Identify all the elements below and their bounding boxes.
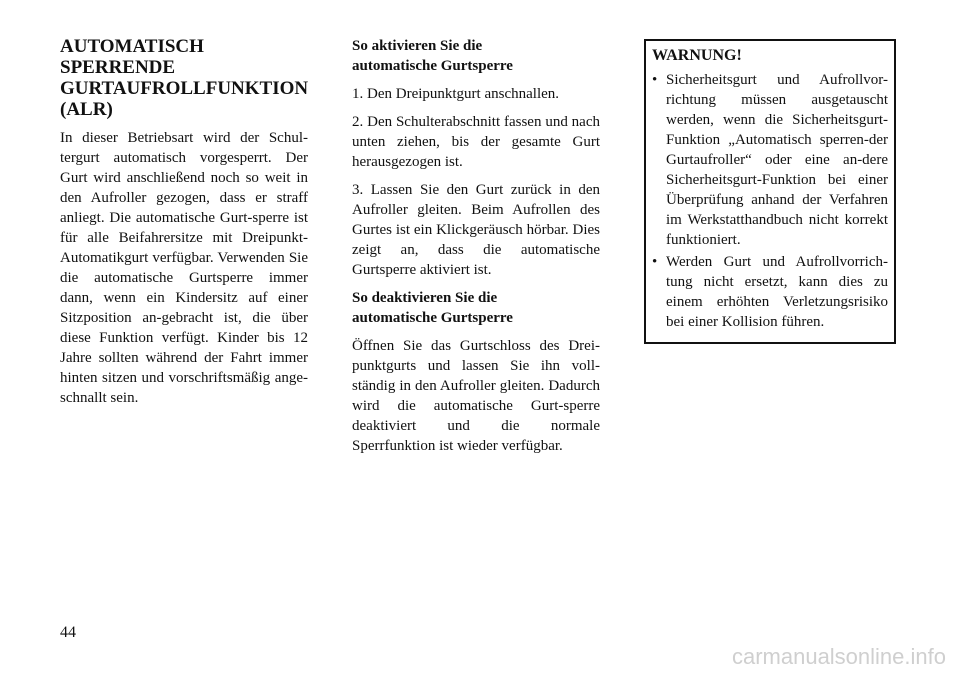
heading-line-3: GURTAUFROLLFUNKTION	[60, 78, 309, 99]
bullet-icon: •	[652, 72, 658, 88]
step-1: 1. Den Dreipunktgurt anschnallen.	[352, 86, 560, 102]
activate-heading	[352, 36, 600, 76]
step-3: 3. Lassen Sie den Gurt zurück in den Aufroller gleiten. Beim Aufrollen des Gurtes ist ein Klickgeräusch hörbar. Dies zeigt an, dass die automatische Gurtsperre aktiviert ist.	[352, 182, 600, 278]
page-number: 44	[60, 624, 76, 641]
warning-bullet-item	[652, 252, 888, 332]
heading-line-1: AUTOMATISCH	[60, 36, 204, 57]
warning-bullet-text: Sicherheitsgurt und Aufrollvor-richtung müssen ausgetauscht werden, wenn die Sicherheitsgurt-Funktion „Automatisch sperren-der Gurtaufroller“ oder eine an-dere Sicherheitsgurt-Funktion bei einer Überprüfung anhand der Verfahren im Werkstatthandbuch nicht korrekt funktioniert.	[666, 72, 888, 248]
deactivate-heading-line-2: automatische Gurtsperre	[352, 310, 513, 326]
warning-bullet-text: Werden Gurt und Aufrollvorrich-tung nicht ersetzt, kann dies zu einem erhöhten Verletzungsrisiko bei einer Kollision führen.	[666, 254, 888, 330]
heading-line-2: SPERRENDE	[60, 57, 176, 78]
warning-bullet-item	[652, 70, 888, 250]
middle-column	[352, 36, 600, 464]
section-heading	[60, 36, 308, 120]
watermark: carmanualsonline.info	[731, 644, 946, 669]
warning-box	[644, 39, 896, 344]
step-2: 2. Den Schulterabschnitt fassen und nach unten ziehen, bis der gesamte Gurt herausgezogen ist.	[352, 114, 600, 170]
deactivate-heading	[352, 288, 600, 328]
deactivate-heading-line-1: So deaktivieren Sie die	[352, 290, 498, 306]
activate-heading-line-1: So aktivieren Sie die	[352, 38, 483, 54]
activate-heading-line-2: automatische Gurtsperre	[352, 58, 513, 74]
left-column	[60, 36, 308, 416]
alr-description-paragraph: In dieser Betriebsart wird der Schul-tergurt automatisch vorgesperrt. Der Gurt wird anschließend noch so weit in den Aufroller gezogen, dass er straff anliegt. Die automatische Gurt-sperre ist für alle Beifahrersitze mit Dreipunkt-Automatikgurt verfügbar. Verwenden Sie die automatische Gurtsperre immer dann, wenn ein Kindersitz auf einer Sitzposition an-gebracht ist, die über diese Funktion verfügt. Kinder bis 12 Jahre sollten während der Fahrt immer hinten sitzen und vorschriftsmäßig ange-schnallt sein.	[60, 130, 308, 406]
warning-title: WARNUNG!	[652, 47, 742, 64]
deactivate-paragraph: Öffnen Sie das Gurtschloss des Drei-punktgurts und lassen Sie ihn voll-ständig in den Aufroller gleiten. Dadurch wird die automatische Gurt-sperre deaktiviert und die normale Sperrfunktion ist wieder verfügbar.	[352, 338, 600, 454]
bullet-icon: •	[652, 254, 658, 270]
heading-line-4: (ALR)	[60, 99, 113, 120]
